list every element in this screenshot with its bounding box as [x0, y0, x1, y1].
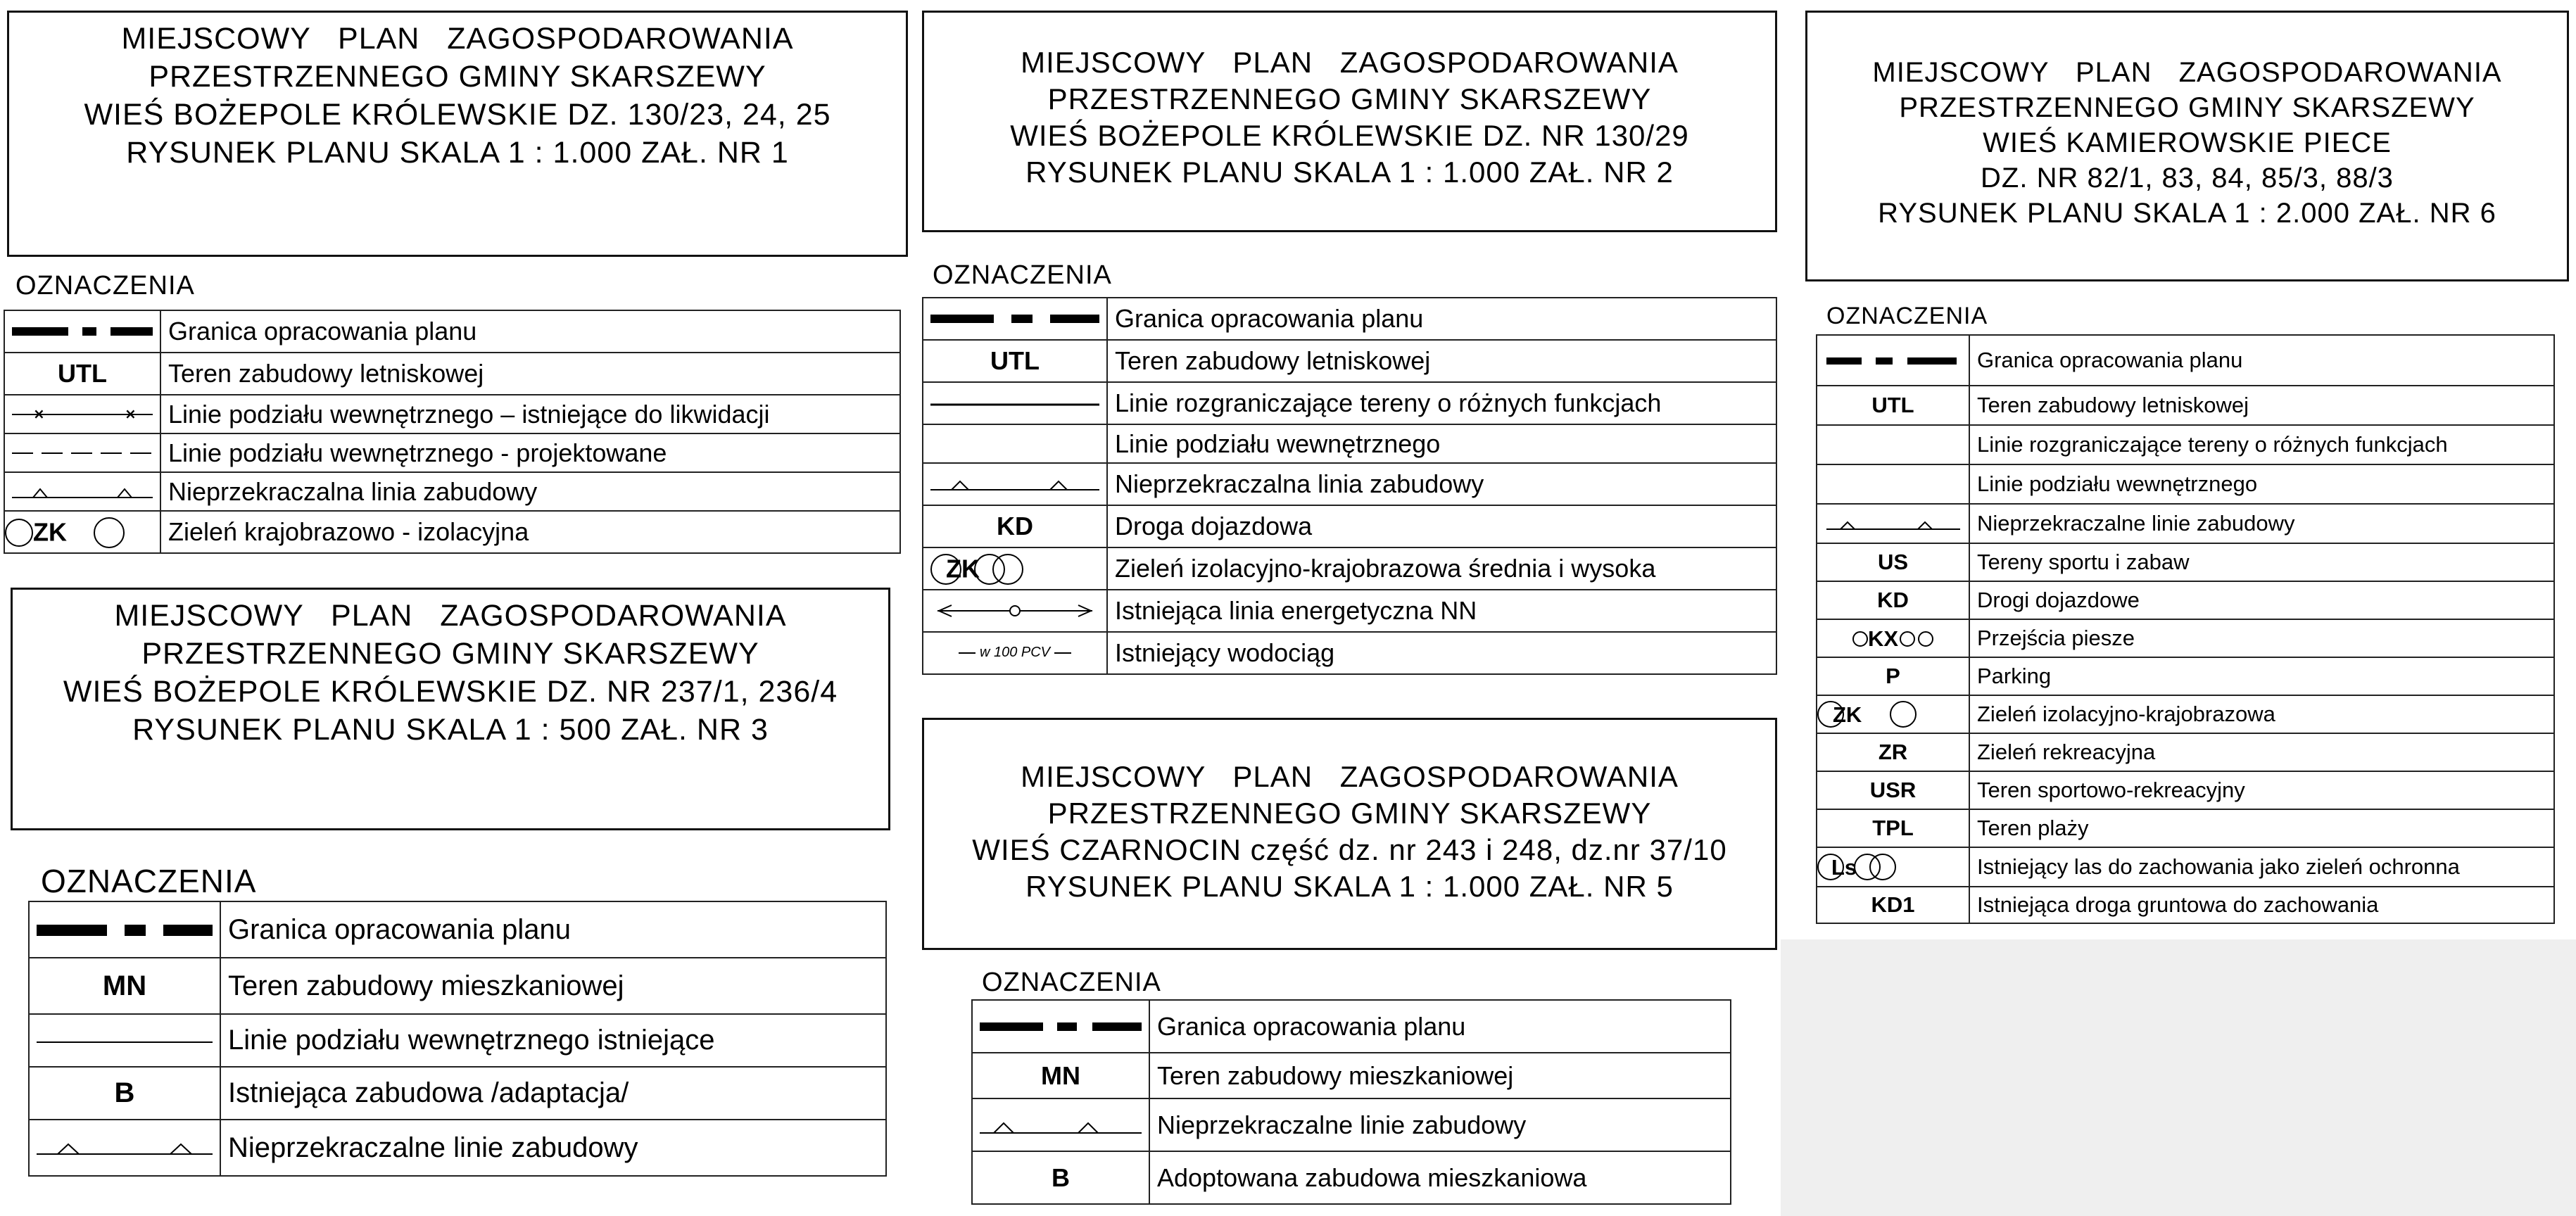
- building-line-icon: [29, 1120, 220, 1176]
- plan-title-line: MIEJSCOWY PLAN ZAGOSPODAROWANIA: [1021, 760, 1679, 793]
- plan-3-title-box: [11, 588, 890, 830]
- plan-2-legend-table: [922, 297, 1777, 675]
- plan-3-legend-heading: OZNACZENIA: [41, 863, 257, 899]
- legend-label: Zieleń krajobrazowo - izolacyjna: [160, 511, 900, 553]
- plan-title-line: PRZESTRZENNEGO GMINY SKARSZEWY: [1047, 797, 1652, 830]
- cross-line-icon: [4, 395, 160, 433]
- legend-row: [1817, 425, 2554, 464]
- building-line-icon: [1817, 504, 1969, 543]
- plan-title-line: WIEŚ BOŻEPOLE KRÓLEWSKIE DZ. NR 237/1, 236/4: [63, 675, 838, 709]
- legend-label: Nieprzekraczalne linie zabudowy: [220, 1120, 886, 1176]
- legend-row: [29, 1120, 886, 1176]
- legend-row: [1817, 887, 2554, 923]
- plan-title-line: PRZESTRZENNEGO GMINY SKARSZEWY: [149, 60, 766, 94]
- plan-title-line: MIEJSCOWY PLAN ZAGOSPODAROWANIA: [121, 22, 794, 56]
- legend-label: Zieleń rekreacyjna: [1969, 733, 2554, 771]
- plan-1-legend-heading: OZNACZENIA: [15, 271, 195, 300]
- legend-label: Teren zabudowy letniskowej: [160, 353, 900, 395]
- legend-label: Linie podziału wewnętrznego: [1969, 464, 2554, 504]
- building-line-icon: [972, 1098, 1149, 1151]
- boundary-dash-icon: [4, 310, 160, 353]
- svg-text:×: ×: [33, 405, 45, 422]
- building-line-icon: [923, 463, 1107, 505]
- legend-row: [923, 632, 1776, 674]
- plan-6-title-box: [1805, 11, 2569, 281]
- legend-row: [29, 901, 886, 958]
- plan-5-legend-table: [971, 999, 1731, 1205]
- legend-row: [972, 1000, 1731, 1053]
- legend-row: [1817, 543, 2554, 581]
- legend-label: Granica opracowania planu: [220, 901, 886, 958]
- solid-line-icon: [923, 382, 1107, 424]
- legend-symbol: Ls: [1831, 854, 1857, 880]
- legend-label: Istniejąca zabudowa /adaptacja/: [220, 1067, 886, 1120]
- legend-row: [1817, 847, 2554, 887]
- plan-title-line: PRZESTRZENNEGO GMINY SKARSZEWY: [1047, 82, 1652, 115]
- legend-row: [4, 472, 900, 511]
- legend-row: [1817, 464, 2554, 504]
- blank-area: [1781, 939, 2576, 1216]
- legend-row: [972, 1098, 1731, 1151]
- legend-row: [1817, 335, 2554, 386]
- legend-row: [923, 340, 1776, 382]
- legend-label: Granica opracowania planu: [1149, 1000, 1731, 1053]
- legend-row: [923, 547, 1776, 590]
- plan-3-legend-table: [28, 901, 887, 1177]
- legend-symbol: KX: [1867, 626, 1899, 651]
- plan-title-line: RYSUNEK PLANU SKALA 1 : 1.000 ZAŁ. NR 5: [1025, 870, 1674, 903]
- plan-5-title-box: [922, 718, 1777, 950]
- legend-label: Teren zabudowy letniskowej: [1969, 386, 2554, 425]
- legend-symbol: KD: [1817, 581, 1969, 619]
- legend-label: Nieprzekraczalne linie zabudowy: [1969, 504, 2554, 543]
- plan-1-legend-table: [4, 310, 901, 554]
- plan-2-legend-heading: OZNACZENIA: [933, 260, 1112, 290]
- plan-6-legend-table: [1816, 334, 2555, 924]
- legend-label: Droga dojazdowa: [1107, 505, 1776, 547]
- plan-title-line: DZ. NR 82/1, 83, 84, 85/3, 88/3: [1981, 163, 2394, 194]
- legend-row: [1817, 809, 2554, 847]
- legend-label: Drogi dojazdowe: [1969, 581, 2554, 619]
- legend-row: [4, 395, 900, 433]
- legend-symbol: w 100 PCV: [979, 645, 1051, 661]
- legend-row: [29, 958, 886, 1014]
- legend-label: Linie rozgraniczające tereny o różnych funkcjach: [1969, 425, 2554, 464]
- legend-row: [1817, 386, 2554, 425]
- legend-label: Granica opracowania planu: [160, 310, 900, 353]
- plan-6-legend-heading: OZNACZENIA: [1826, 303, 1988, 329]
- legend-label: Istniejący wodociąg: [1107, 632, 1776, 674]
- legend-row: [972, 1053, 1731, 1098]
- legend-label: Parking: [1969, 657, 2554, 695]
- legend-symbol: KD: [923, 505, 1107, 547]
- solid-line-icon: [29, 1014, 220, 1067]
- legend-label: Zieleń izolacyjno-krajobrazowa: [1969, 695, 2554, 733]
- legend-row: [923, 424, 1776, 463]
- plan-title-line: RYSUNEK PLANU SKALA 1 : 2.000 ZAŁ. NR 6: [1878, 198, 2496, 229]
- legend-row: [1817, 695, 2554, 733]
- legend-symbol: ZK: [33, 517, 67, 547]
- legend-row: [1817, 733, 2554, 771]
- legend-row: [29, 1067, 886, 1120]
- legend-row: [4, 433, 900, 472]
- plan-title-line: RYSUNEK PLANU SKALA 1 : 500 ZAŁ. NR 3: [132, 713, 769, 747]
- legend-label: Istniejąca linia energetyczna NN: [1107, 590, 1776, 632]
- legend-symbol: UTL: [923, 340, 1107, 382]
- legend-row: [1817, 771, 2554, 809]
- legend-symbol: UTL: [4, 353, 160, 395]
- legend-row: [1817, 657, 2554, 695]
- legend-symbol: [1817, 425, 1969, 464]
- plan-title-line: WIEŚ BOŻEPOLE KRÓLEWSKIE DZ. 130/23, 24, 25: [84, 98, 831, 132]
- legend-row: [4, 353, 900, 395]
- legend-symbol: US: [1817, 543, 1969, 581]
- legend-row: [4, 310, 900, 353]
- dashed-line-icon: [4, 433, 160, 472]
- plan-title-line: PRZESTRZENNEGO GMINY SKARSZEWY: [1899, 92, 2475, 123]
- plan-title-line: WIEŚ KAMIEROWSKIE PIECE: [1983, 127, 2392, 158]
- legend-label: Granica opracowania planu: [1969, 335, 2554, 386]
- circle-triple-icon: [1817, 847, 1969, 887]
- plan-2-title-box: [922, 11, 1777, 232]
- legend-symbol: USR: [1817, 771, 1969, 809]
- power-line-icon: [923, 590, 1107, 632]
- legend-label: Teren plaży: [1969, 809, 2554, 847]
- boundary-dash-icon: [1817, 335, 1969, 386]
- plan-title-line: WIEŚ CZARNOCIN część dz. nr 243 i 248, dz.nr 37/10: [972, 833, 1727, 866]
- legend-label: Teren zabudowy mieszkaniowej: [220, 958, 886, 1014]
- legend-row: [29, 1014, 886, 1067]
- legend-row: [923, 590, 1776, 632]
- boundary-dash-icon: [29, 901, 220, 958]
- plan-title-line: WIEŚ BOŻEPOLE KRÓLEWSKIE DZ. NR 130/29: [1010, 119, 1689, 152]
- plan-title-line: RYSUNEK PLANU SKALA 1 : 1.000 ZAŁ. NR 1: [126, 136, 789, 170]
- circle-pair-icon: [4, 511, 160, 553]
- legend-label: Nieprzekraczalna linia zabudowy: [160, 472, 900, 511]
- legend-symbol: MN: [29, 958, 220, 1014]
- boundary-dash-icon: [923, 298, 1107, 340]
- building-line-icon: [4, 472, 160, 511]
- legend-label: Teren zabudowy letniskowej: [1107, 340, 1776, 382]
- legend-symbol: MN: [972, 1053, 1149, 1098]
- legend-symbol: KD1: [1817, 887, 1969, 923]
- legend-label: Tereny sportu i zabaw: [1969, 543, 2554, 581]
- legend-row: [1817, 619, 2554, 657]
- legend-label: Adoptowana zabudowa mieszkaniowa: [1149, 1151, 1731, 1204]
- legend-label: Przejścia piesze: [1969, 619, 2554, 657]
- legend-symbol: [1817, 464, 1969, 504]
- legend-label: Linie podziału wewnętrznego - projektowane: [160, 433, 900, 472]
- legend-label: Linie podziału wewnętrznego – istniejące do likwidacji: [160, 395, 900, 433]
- plan-title-line: PRZESTRZENNEGO GMINY SKARSZEWY: [141, 637, 759, 671]
- plan-1-title-box: [7, 11, 908, 257]
- plan-title-line: RYSUNEK PLANU SKALA 1 : 1.000 ZAŁ. NR 2: [1025, 156, 1674, 189]
- legend-label: Teren sportowo-rekreacyjny: [1969, 771, 2554, 809]
- legend-symbol: P: [1817, 657, 1969, 695]
- boundary-dash-icon: [972, 1000, 1149, 1053]
- circle-pair-icon: [1817, 695, 1969, 733]
- legend-symbol: ZK: [946, 554, 980, 583]
- legend-symbol: TPL: [1817, 809, 1969, 847]
- legend-row: [4, 511, 900, 553]
- legend-symbol: B: [972, 1151, 1149, 1204]
- circle-kx-icon: [1817, 619, 1969, 657]
- plan-5-legend-heading: OZNACZENIA: [982, 968, 1161, 997]
- legend-row: [923, 505, 1776, 547]
- legend-label: Linie podziału wewnętrznego: [1107, 424, 1776, 463]
- water-line-icon: [923, 632, 1107, 674]
- legend-row: [972, 1151, 1731, 1204]
- legend-row: [1817, 504, 2554, 543]
- legend-label: Linie rozgraniczające tereny o różnych funkcjach: [1107, 382, 1776, 424]
- plan-title-line: MIEJSCOWY PLAN ZAGOSPODAROWANIA: [114, 599, 787, 633]
- legend-symbol: [923, 424, 1107, 463]
- legend-label: Linie podziału wewnętrznego istniejące: [220, 1014, 886, 1067]
- legend-label: Zieleń izolacyjno-krajobrazowa średnia i wysoka: [1107, 547, 1776, 590]
- legend-row: [923, 463, 1776, 505]
- legend-label: Istniejąca droga gruntowa do zachowania: [1969, 887, 2554, 923]
- svg-text:×: ×: [125, 405, 137, 422]
- legend-symbol: UTL: [1817, 386, 1969, 425]
- plan-title-line: MIEJSCOWY PLAN ZAGOSPODAROWANIA: [1872, 57, 2502, 88]
- plan-title-line: MIEJSCOWY PLAN ZAGOSPODAROWANIA: [1021, 46, 1679, 79]
- legend-row: [923, 382, 1776, 424]
- legend-label: Teren zabudowy mieszkaniowej: [1149, 1053, 1731, 1098]
- legend-label: Granica opracowania planu: [1107, 298, 1776, 340]
- legend-row: [923, 298, 1776, 340]
- legend-label: Nieprzekraczalna linia zabudowy: [1107, 463, 1776, 505]
- circle-triple-icon: [923, 547, 1107, 590]
- legend-row: [1817, 581, 2554, 619]
- legend-symbol: ZR: [1817, 733, 1969, 771]
- legend-symbol: B: [29, 1067, 220, 1120]
- legend-label: Nieprzekraczalne linie zabudowy: [1149, 1098, 1731, 1151]
- legend-label: Istniejący las do zachowania jako zieleń ochronna: [1969, 847, 2554, 887]
- legend-symbol: ZK: [1833, 702, 1862, 727]
